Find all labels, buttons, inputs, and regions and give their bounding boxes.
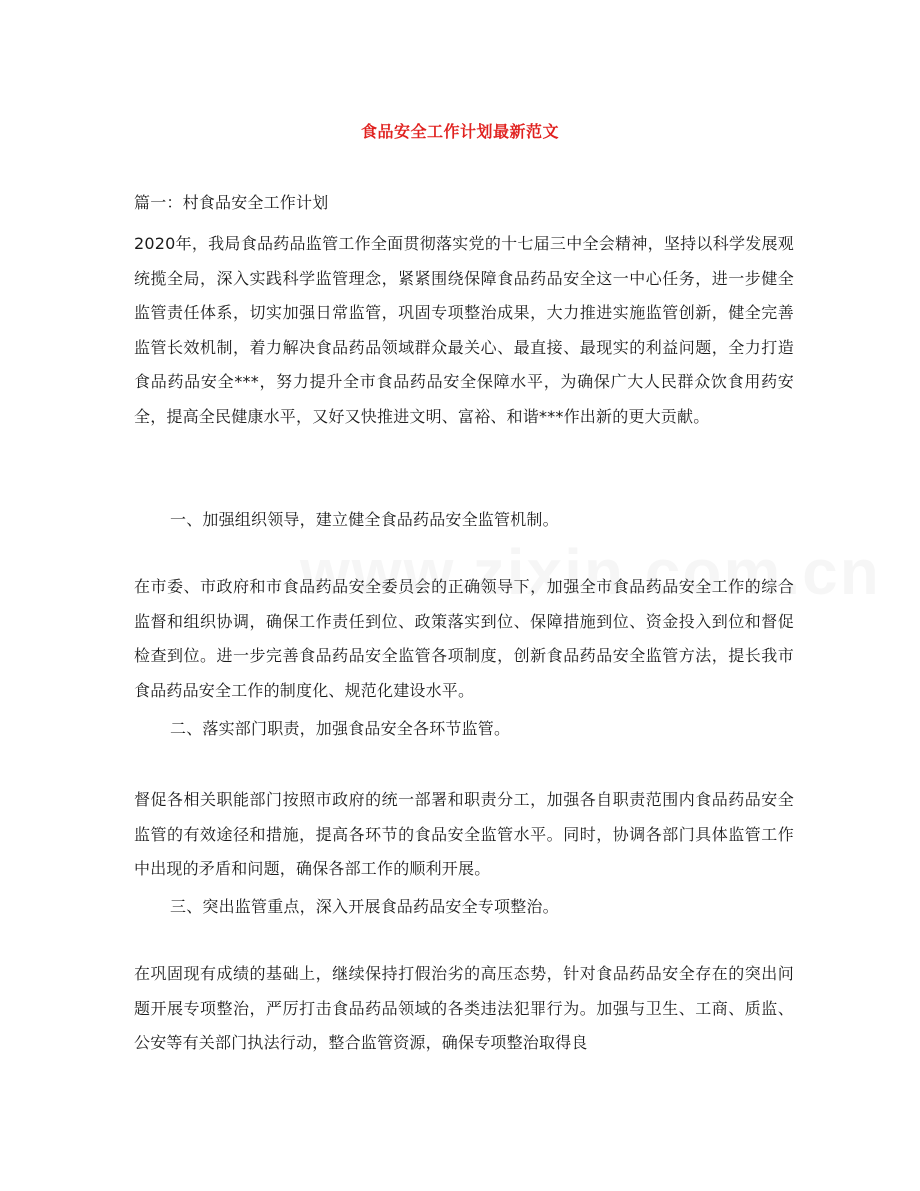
intro-paragraph: 2020年，我局食品药品监管工作全面贯彻落实党的十七届三中全会精神，坚持以科学发展观统揽全局，深入实践科学监管理念，紧紧围绕保障食品药品安全这一中心任务，进一步健全监管责任体系，切实加强日常监管，巩固专项整治成果，大力推进实施监管创新，健全完善监管长效机制，着力解决食品药品领域群众最关心、最直接、最现实的利益问题，全力打造食品药品安全***，努力提升全市食品药品安全保障水平，为确保广大人民群众饮食用药安全，提高全民健康水平，又好又快推进文明、富裕、和谐***作出新的更大贡献。 xyxy=(134,234,794,426)
point-1-body: 在市委、市政府和市食品药品安全委员会的正确领导下，加强全市食品药品安全工作的综合监督和组织协调，确保工作责任到位、政策落实到位、保障措施到位、资金投入到位和督促检查到位。进一步完善食品药品安全监管各项制度，创新食品药品安全监管方法，提长我市食品药品安全工作的制度化、规范化建设水平。 xyxy=(134,577,794,700)
point-2-heading: 二、落实部门职责，加强食品安全各环节监管。 xyxy=(170,719,511,738)
point-3-heading: 三、突出监管重点，深入开展食品药品安全专项整治。 xyxy=(170,897,559,916)
point-1-heading: 一、加强组织领导，建立健全食品药品安全监管机制。 xyxy=(170,510,559,529)
point-3-body: 在巩固现有成绩的基础上，继续保持打假治劣的高压态势，针对食品药品安全存在的突出问题开展专项整治，严厉打击食品药品领域的各类违法犯罪行为。加强与卫生、工商、质监、公安等有关部门执法行动，整合监管资源，确保专项整治取得良 xyxy=(134,964,794,1052)
document-title: 食品安全工作计划最新范文 xyxy=(360,122,559,141)
section-heading: 篇一：村食品安全工作计划 xyxy=(134,193,329,212)
point-2-body: 督促各相关职能部门按照市政府的统一部署和职责分工，加强各自职责范围内食品药品安全监管的有效途径和措施，提高各环节的食品安全监管水平。同时，协调各部门具体监管工作中出现的矛盾和问题，确保各部工作的顺利开展。 xyxy=(134,790,794,878)
